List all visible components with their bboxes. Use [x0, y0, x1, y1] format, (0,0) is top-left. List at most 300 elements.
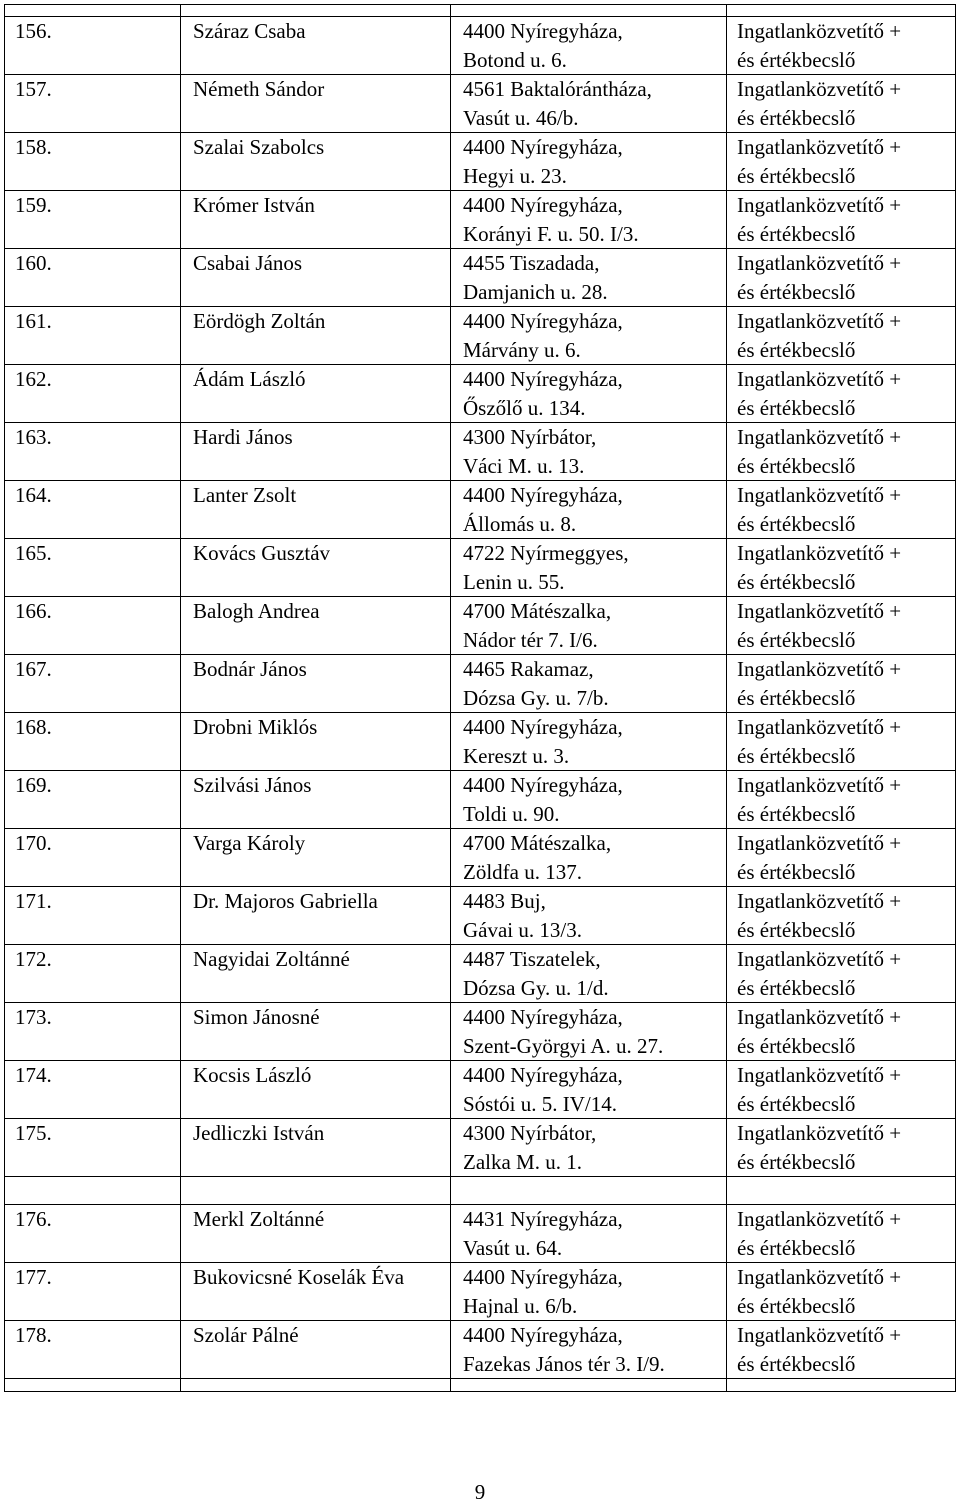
cell-name	[181, 539, 451, 597]
cell-addr	[451, 75, 727, 133]
entry-role-line1: Ingatlanközvetítő +	[737, 1207, 902, 1231]
entry-address-line1: 4700 Mátészalka,	[463, 599, 612, 623]
entry-role-line1: Ingatlanközvetítő +	[737, 1063, 902, 1087]
cell-num	[5, 771, 181, 829]
entry-address-line1: 4400 Nyíregyháza,	[463, 483, 623, 507]
num-content	[5, 1061, 180, 1118]
table-row	[5, 945, 956, 1003]
entry-name: Lanter Zsolt	[193, 483, 297, 507]
entry-role-line2: és értékbecslő	[737, 279, 856, 304]
addr-content	[451, 365, 726, 422]
cell-name	[181, 1321, 451, 1379]
entry-address-line2: Állomás u. 8.	[463, 511, 577, 536]
role-content	[727, 829, 955, 886]
cell-role	[727, 191, 956, 249]
entry-role-line2: és értékbecslő	[737, 627, 856, 652]
cell-role	[727, 75, 956, 133]
entry-address-line2: Hajnal u. 6/b.	[463, 1293, 578, 1318]
cell-num	[5, 597, 181, 655]
role-content	[727, 481, 955, 538]
name-content	[181, 539, 450, 596]
entry-number: 159.	[15, 193, 52, 217]
cell-num	[5, 829, 181, 887]
entry-address-line1: 4400 Nyíregyháza,	[463, 135, 623, 159]
entry-role-line1: Ingatlanközvetítő +	[737, 1005, 902, 1029]
entry-role-line1: Ingatlanközvetítő +	[737, 309, 902, 333]
entry-address-line1: 4400 Nyíregyháza,	[463, 1063, 623, 1087]
cell-name	[181, 133, 451, 191]
name-content	[181, 887, 450, 944]
addr-content	[451, 75, 726, 132]
cell-num	[5, 887, 181, 945]
entry-name: Kocsis László	[193, 1063, 312, 1087]
name-content	[181, 1003, 450, 1060]
entry-number: 168.	[15, 715, 52, 739]
entry-number: 156.	[15, 19, 52, 43]
entry-role-line1: Ingatlanközvetítő +	[737, 1265, 902, 1289]
role-content	[727, 1003, 955, 1060]
cell-role	[727, 1119, 956, 1177]
addr-content	[451, 17, 726, 74]
cell-addr	[451, 945, 727, 1003]
entry-address-line2: Váci M. u. 13.	[463, 453, 585, 478]
entry-role-line1: Ingatlanközvetítő +	[737, 773, 902, 797]
cell-role	[727, 1321, 956, 1379]
cell-addr	[451, 1205, 727, 1263]
addr-content	[451, 307, 726, 364]
cell-num	[5, 191, 181, 249]
num-content	[5, 191, 180, 248]
entry-role-line2: és értékbecslő	[737, 221, 856, 246]
entry-address-line1: 4400 Nyíregyháza,	[463, 309, 623, 333]
table-row	[5, 829, 956, 887]
entry-name: Merkl Zoltánné	[193, 1207, 325, 1231]
cell-name	[181, 597, 451, 655]
cell-role	[727, 1263, 956, 1321]
entry-role-line1: Ingatlanközvetítő +	[737, 831, 902, 855]
num-content	[5, 481, 180, 538]
addr-content	[451, 423, 726, 480]
entry-address-line2: Zalka M. u. 1.	[463, 1149, 582, 1174]
entry-address-line2: Zöldfa u. 137.	[463, 859, 582, 884]
entry-name: Hardi János	[193, 425, 293, 449]
entry-name: Nagyidai Zoltánné	[193, 947, 350, 971]
name-content	[181, 423, 450, 480]
cell-num	[5, 1119, 181, 1177]
name-content	[181, 1119, 450, 1176]
cell-addr	[451, 1061, 727, 1119]
entry-role-line1: Ingatlanközvetítő +	[737, 135, 902, 159]
entry-role-line2: és értékbecslő	[737, 511, 856, 536]
addr-content	[451, 133, 726, 190]
entry-role-line2: és értékbecslő	[737, 1351, 856, 1376]
cell-name	[181, 1205, 451, 1263]
role-content	[727, 1061, 955, 1118]
entry-address-line1: 4400 Nyíregyháza,	[463, 1265, 623, 1289]
entry-name: Drobni Miklós	[193, 715, 318, 739]
role-content	[727, 133, 955, 190]
table-row	[5, 133, 956, 191]
entry-role-line1: Ingatlanközvetítő +	[737, 367, 902, 391]
entry-role-line2: és értékbecslő	[737, 859, 856, 884]
entry-role-line2: és értékbecslő	[737, 337, 856, 362]
table-row	[5, 887, 956, 945]
entry-number: 175.	[15, 1121, 52, 1145]
entry-name: Simon Jánosné	[193, 1005, 320, 1029]
cell-addr	[451, 1321, 727, 1379]
cell-name	[181, 887, 451, 945]
entry-role-line2: és értékbecslő	[737, 453, 856, 478]
entry-address-line2: Őszőlő u. 134.	[463, 395, 586, 420]
num-content	[5, 249, 180, 306]
role-content	[727, 1205, 955, 1262]
cell-addr	[451, 713, 727, 771]
num-content	[5, 1205, 180, 1262]
cell-role	[727, 307, 956, 365]
name-content	[181, 597, 450, 654]
addr-content	[451, 1263, 726, 1320]
entry-address-line1: 4700 Mátészalka,	[463, 831, 612, 855]
num-content	[5, 771, 180, 828]
entry-role-line1: Ingatlanközvetítő +	[737, 1323, 902, 1347]
role-content	[727, 365, 955, 422]
entry-address-line2: Gávai u. 13/3.	[463, 917, 582, 942]
entry-address-line2: Vasút u. 64.	[463, 1235, 563, 1260]
entry-address-line1: 4465 Rakamaz,	[463, 657, 594, 681]
name-content	[181, 75, 450, 132]
entry-address-line2: Vasút u. 46/b.	[463, 105, 579, 130]
addr-content	[451, 481, 726, 538]
cell-addr	[451, 17, 727, 75]
addr-content	[451, 655, 726, 712]
entry-role-line2: és értékbecslő	[737, 801, 856, 826]
cell-name	[181, 655, 451, 713]
entry-role-line1: Ingatlanközvetítő +	[737, 889, 902, 913]
entry-address-line1: 4455 Tiszadada,	[463, 251, 600, 275]
name-content	[181, 829, 450, 886]
name-content	[181, 713, 450, 770]
name-content	[181, 133, 450, 190]
num-content	[5, 1119, 180, 1176]
num-content	[5, 713, 180, 770]
num-content	[5, 655, 180, 712]
entry-role-line2: és értékbecslő	[737, 105, 856, 130]
name-content	[181, 17, 450, 74]
entry-address-line2: Nádor tér 7. I/6.	[463, 627, 598, 652]
entry-name: Szalai Szabolcs	[193, 135, 325, 159]
entry-role-line2: és értékbecslő	[737, 1033, 856, 1058]
entry-role-line2: és értékbecslő	[737, 1149, 856, 1174]
cell-addr	[451, 1003, 727, 1061]
addr-content	[451, 1119, 726, 1176]
cell-num	[5, 655, 181, 713]
entry-number: 166.	[15, 599, 52, 623]
table-row	[5, 307, 956, 365]
num-content	[5, 945, 180, 1002]
cell-num	[5, 1003, 181, 1061]
table-gap-row	[5, 1177, 956, 1205]
num-content	[5, 539, 180, 596]
table-row	[5, 75, 956, 133]
entry-name: Eördögh Zoltán	[193, 309, 326, 333]
entry-address-line1: 4400 Nyíregyháza,	[463, 1005, 623, 1029]
entry-name: Németh Sándor	[193, 77, 325, 101]
role-content	[727, 655, 955, 712]
page-number: 9	[474, 1480, 486, 1504]
cell-name	[181, 829, 451, 887]
cell-role	[727, 1061, 956, 1119]
num-content	[5, 597, 180, 654]
cell-name	[181, 945, 451, 1003]
entry-number: 162.	[15, 367, 52, 391]
entry-address-line2: Lenin u. 55.	[463, 569, 565, 594]
entry-name: Dr. Majoros Gabriella	[193, 889, 378, 913]
cell-role	[727, 771, 956, 829]
role-content	[727, 249, 955, 306]
num-content	[5, 423, 180, 480]
cell-num	[5, 945, 181, 1003]
entry-role-line1: Ingatlanközvetítő +	[737, 657, 902, 681]
entry-role-line1: Ingatlanközvetítő +	[737, 483, 902, 507]
addr-content	[451, 1003, 726, 1060]
entry-role-line2: és értékbecslő	[737, 163, 856, 188]
cell-addr	[451, 655, 727, 713]
entry-address-line1: 4400 Nyíregyháza,	[463, 193, 623, 217]
cell-num	[5, 365, 181, 423]
cell-num	[5, 1061, 181, 1119]
name-content	[181, 307, 450, 364]
entry-address-line2: Márvány u. 6.	[463, 337, 581, 362]
entry-address-line2: Damjanich u. 28.	[463, 279, 608, 304]
entry-name: Ádám László	[193, 367, 306, 391]
entry-number: 169.	[15, 773, 52, 797]
entry-name: Kovács Gusztáv	[193, 541, 331, 565]
entry-name: Bukovicsné Koselák Éva	[193, 1265, 405, 1289]
entry-address-line1: 4722 Nyírmeggyes,	[463, 541, 629, 565]
num-content	[5, 1003, 180, 1060]
cell-role	[727, 423, 956, 481]
entry-name: Száraz Csaba	[193, 19, 306, 43]
cell-role	[727, 945, 956, 1003]
name-content	[181, 365, 450, 422]
table-row	[5, 365, 956, 423]
cell-addr	[451, 365, 727, 423]
cell-num	[5, 1263, 181, 1321]
table-row	[5, 1263, 956, 1321]
table-row	[5, 771, 956, 829]
cell-num	[5, 17, 181, 75]
entry-address-line1: 4300 Nyírbátor,	[463, 1121, 597, 1145]
role-content	[727, 597, 955, 654]
registry-table-body	[5, 5, 956, 1392]
role-content	[727, 713, 955, 770]
entry-role-line2: és értékbecslő	[737, 1235, 856, 1260]
table-row	[5, 249, 956, 307]
name-content	[181, 1205, 450, 1262]
entry-name: Jedliczki István	[193, 1121, 325, 1145]
entry-address-line2: Botond u. 6.	[463, 47, 567, 72]
cell-num	[5, 713, 181, 771]
entry-number: 178.	[15, 1323, 52, 1347]
entry-name: Bodnár János	[193, 657, 307, 681]
entry-role-line1: Ingatlanközvetítő +	[737, 251, 902, 275]
cell-role	[727, 597, 956, 655]
name-content	[181, 1321, 450, 1378]
entry-role-line2: és értékbecslő	[737, 917, 856, 942]
entry-role-line2: és értékbecslő	[737, 975, 856, 1000]
entry-name: Krómer István	[193, 193, 315, 217]
num-content	[5, 17, 180, 74]
role-content	[727, 945, 955, 1002]
cell-role	[727, 713, 956, 771]
role-content	[727, 17, 955, 74]
table-row	[5, 1061, 956, 1119]
entry-number: 173.	[15, 1005, 52, 1029]
cell-num	[5, 75, 181, 133]
entry-role-line1: Ingatlanközvetítő +	[737, 19, 902, 43]
table-row	[5, 655, 956, 713]
entry-role-line1: Ingatlanközvetítő +	[737, 1121, 902, 1145]
entry-address-line2: Dózsa Gy. u. 1/d.	[463, 975, 609, 1000]
cell-role	[727, 1205, 956, 1263]
table-row	[5, 1205, 956, 1263]
registry-table	[4, 4, 956, 1392]
num-content	[5, 887, 180, 944]
entry-number: 160.	[15, 251, 52, 275]
entry-role-line1: Ingatlanközvetítő +	[737, 715, 902, 739]
cell-name	[181, 365, 451, 423]
cell-addr	[451, 307, 727, 365]
cell-role	[727, 1003, 956, 1061]
entry-role-line2: és értékbecslő	[737, 1293, 856, 1318]
addr-content	[451, 829, 726, 886]
cell-name	[181, 1061, 451, 1119]
entry-role-line2: és értékbecslő	[737, 1091, 856, 1116]
entry-address-line2: Sóstói u. 5. IV/14.	[463, 1091, 618, 1116]
entry-address-line1: 4300 Nyírbátor,	[463, 425, 597, 449]
table-row	[5, 423, 956, 481]
cell-name	[181, 481, 451, 539]
entry-address-line2: Dózsa Gy. u. 7/b.	[463, 685, 609, 710]
name-content	[181, 1061, 450, 1118]
cell-role	[727, 17, 956, 75]
addr-content	[451, 249, 726, 306]
cell-name	[181, 1119, 451, 1177]
addr-content	[451, 191, 726, 248]
role-content	[727, 75, 955, 132]
role-content	[727, 539, 955, 596]
cell-name	[181, 249, 451, 307]
entry-number: 163.	[15, 425, 52, 449]
role-content	[727, 771, 955, 828]
role-content	[727, 1263, 955, 1320]
addr-content	[451, 597, 726, 654]
entry-address-line2: Kereszt u. 3.	[463, 743, 570, 768]
entry-address-line1: 4431 Nyíregyháza,	[463, 1207, 623, 1231]
cell-name	[181, 307, 451, 365]
cell-name	[181, 191, 451, 249]
entry-role-line2: és értékbecslő	[737, 47, 856, 72]
cell-addr	[451, 1119, 727, 1177]
addr-content	[451, 771, 726, 828]
entry-role-line1: Ingatlanközvetítő +	[737, 541, 902, 565]
role-content	[727, 1321, 955, 1378]
entry-address-line2: Fazekas János tér 3. I/9.	[463, 1351, 665, 1376]
table-row	[5, 1003, 956, 1061]
entry-name: Szilvási János	[193, 773, 312, 797]
cell-role	[727, 481, 956, 539]
entry-address-line1: 4483 Buj,	[463, 889, 546, 913]
entry-number: 157.	[15, 77, 52, 101]
table-row	[5, 17, 956, 75]
entry-address-line1: 4400 Nyíregyháza,	[463, 19, 623, 43]
cell-addr	[451, 597, 727, 655]
entry-address-line1: 4400 Nyíregyháza,	[463, 1323, 623, 1347]
entry-number: 170.	[15, 831, 52, 855]
entry-role-line2: és értékbecslő	[737, 685, 856, 710]
num-content	[5, 829, 180, 886]
cell-num	[5, 133, 181, 191]
num-content	[5, 133, 180, 190]
cell-addr	[451, 539, 727, 597]
entry-number: 158.	[15, 135, 52, 159]
cell-num	[5, 539, 181, 597]
name-content	[181, 481, 450, 538]
entry-address-line1: 4400 Nyíregyháza,	[463, 773, 623, 797]
cell-addr	[451, 829, 727, 887]
cell-num	[5, 249, 181, 307]
cell-role	[727, 365, 956, 423]
cell-name	[181, 1003, 451, 1061]
name-content	[181, 1263, 450, 1320]
name-content	[181, 771, 450, 828]
name-content	[181, 249, 450, 306]
num-content	[5, 1263, 180, 1320]
entry-role-line1: Ingatlanközvetítő +	[737, 425, 902, 449]
entry-address-line2: Szent-Györgyi A. u. 27.	[463, 1033, 664, 1058]
table-row	[5, 191, 956, 249]
cell-role	[727, 655, 956, 713]
entry-name: Csabai János	[193, 251, 303, 275]
cell-num	[5, 481, 181, 539]
entry-name: Balogh Andrea	[193, 599, 320, 623]
cell-addr	[451, 191, 727, 249]
entry-number: 164.	[15, 483, 52, 507]
entry-address-line1: 4400 Nyíregyháza,	[463, 715, 623, 739]
addr-content	[451, 1061, 726, 1118]
num-content	[5, 307, 180, 364]
role-content	[727, 887, 955, 944]
cell-role	[727, 133, 956, 191]
entry-number: 171.	[15, 889, 52, 913]
entry-number: 172.	[15, 947, 52, 971]
table-row	[5, 713, 956, 771]
entry-name: Varga Károly	[193, 831, 306, 855]
entry-address-line1: 4487 Tiszatelek,	[463, 947, 601, 971]
table-top-spacer-row	[5, 5, 956, 17]
name-content	[181, 945, 450, 1002]
entry-role-line1: Ingatlanközvetítő +	[737, 193, 902, 217]
cell-name	[181, 713, 451, 771]
cell-name	[181, 17, 451, 75]
entry-number: 167.	[15, 657, 52, 681]
entry-address-line2: Korányi F. u. 50. I/3.	[463, 221, 639, 246]
addr-content	[451, 887, 726, 944]
table-row	[5, 597, 956, 655]
cell-role	[727, 887, 956, 945]
num-content	[5, 1321, 180, 1378]
table-row	[5, 1321, 956, 1379]
